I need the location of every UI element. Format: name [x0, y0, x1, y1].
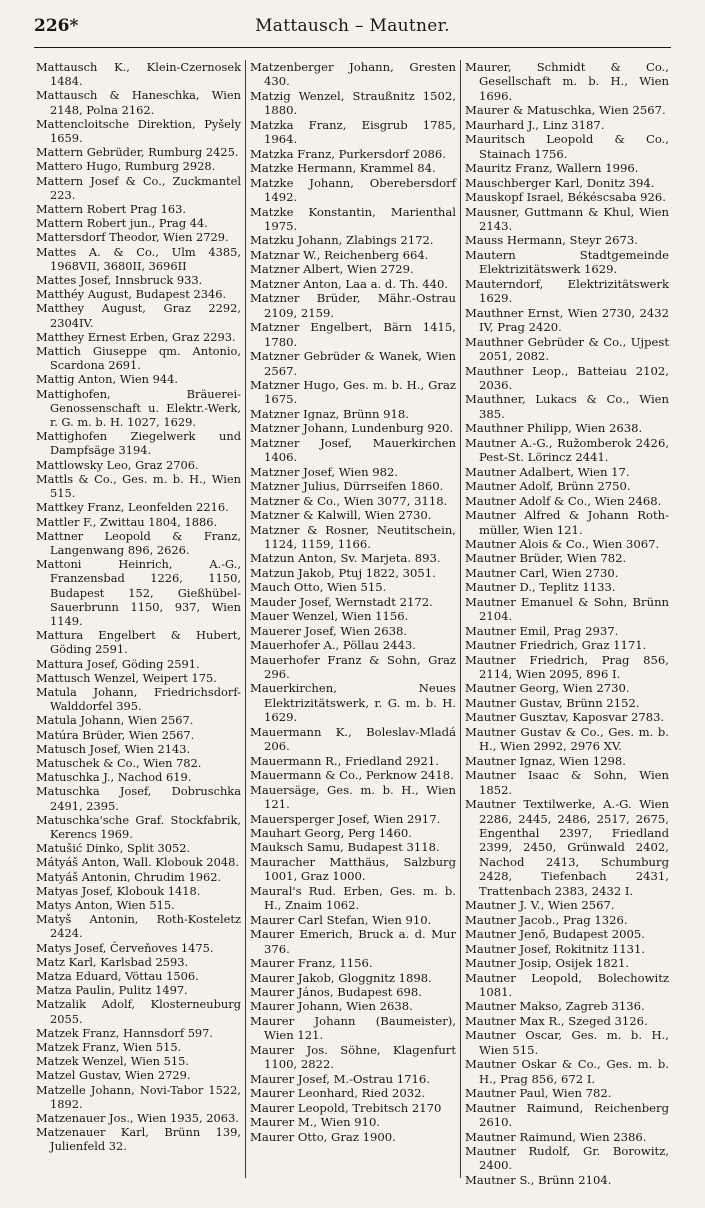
- directory-entry: Mautner Textilwerke, A.-G. Wien 2286, 2445, 2486, 2517, 2675, Engenthal 2397, Friedland 2399, 2450, Grünwald 2402, Nachod 2413, Schumburg 2428, Tiefenbach 2431, Trattenbach 2383, 2432 I.: [465, 797, 669, 898]
- directory-entry: Mauritz Franz, Wallern 1996.: [465, 161, 639, 176]
- directory-entry: Matzner & Co., Wien 3077, 3118.: [250, 493, 448, 508]
- directory-entry: Mautner Rudolf, Gr. Borowitz, 2400.: [465, 1143, 669, 1173]
- directory-entry: Matuschka J., Nachod 619.: [36, 770, 192, 785]
- directory-entry: Matzek Franz, Wien 515.: [36, 1040, 182, 1055]
- header-rule: [34, 47, 671, 48]
- directory-entry: Mautner Raimund, Wien 2386.: [465, 1129, 647, 1144]
- directory-entry: Maurer Josef, M.-Ostrau 1716.: [250, 1071, 430, 1086]
- directory-entry: Mauritsch Leopold & Co., Stainach 1756.: [465, 132, 669, 161]
- directory-entry: Matzenauer Karl, Brünn 139, Julienfeld 32.: [36, 1125, 241, 1154]
- directory-entry: Matzner Albert, Wien 2729.: [250, 262, 414, 277]
- directory-entry: Matuschek & Co., Wien 782.: [36, 755, 202, 770]
- directory-entry: Mautner Friedrich, Graz 1171.: [465, 638, 647, 653]
- directory-entry: Mautner Adalbert, Wien 17.: [465, 464, 630, 479]
- directory-entry: Matyš Antonin, Roth-Kosteletz 2424.: [36, 912, 241, 941]
- directory-entry: Matzka Franz, Purkersdorf 2086.: [250, 146, 446, 161]
- directory-entry: Mattern Gebrüder, Rumburg 2425.: [36, 145, 239, 160]
- directory-entry: Maurer Emerich, Bruck a. d. Mur 376.: [250, 927, 456, 956]
- directory-entry: Mautner Gustav, Brünn 2152.: [465, 695, 640, 710]
- directory-entry: Mattoni Heinrich, A.-G., Franzensbad 1226, 1150, Budapest 152, Gießhübel-Sauerbrunn 1150, 937, Wien 1149.: [36, 557, 241, 628]
- directory-entry: Mattura Josef, Göding 2591.: [36, 656, 200, 671]
- directory-entry: Mattig Anton, Wien 944.: [36, 372, 178, 387]
- directory-entry: Matzner & Kalwill, Wien 2730.: [250, 508, 432, 523]
- directory-entry: Maurer János, Budapest 698.: [250, 985, 422, 999]
- directory-entry: Mautner Oscar, Ges. m. b. H., Wien 515.: [465, 1028, 669, 1057]
- directory-entry: Mauracher Matthäus, Salzburg 1001, Graz 1000.: [250, 854, 456, 884]
- directory-entry: Mattern Robert jun., Prag 44.: [36, 216, 208, 231]
- directory-entry: Matys Anton, Wien 515.: [36, 897, 175, 912]
- directory-entry: Maurer Carl Stefan, Wien 910.: [250, 912, 432, 927]
- directory-entry: Mautner Alois & Co., Wien 3067.: [465, 536, 660, 551]
- directory-entry: Matznar W., Reichenberg 664.: [250, 247, 429, 262]
- directory-entry: Maurer Johann (Baumeister), Wien 121.: [250, 1013, 456, 1043]
- directory-entry: Mautner Gustav & Co., Ges. m. b. H., Wien 2992, 2976 XV.: [465, 724, 669, 754]
- directory-entry: Maurer Franz, 1156.: [250, 956, 373, 971]
- directory-entry: Mauterndorf, Elektrizitätswerk 1629.: [465, 276, 669, 306]
- directory-entry: Mauerhofer Franz & Sohn, Graz 296.: [250, 652, 456, 682]
- directory-entry: Mautner Jacob., Prag 1326.: [465, 912, 628, 927]
- column-3: [465, 60, 669, 1187]
- directory-entry: Mauksch Samu, Budapest 3118.: [250, 840, 440, 855]
- page-title: Mattausch – Mautner.: [255, 16, 450, 36]
- directory-entry: Mauermann R., Friedland 2921.: [250, 753, 439, 768]
- directory-entry: Mauermann & Co., Perknow 2418.: [250, 768, 454, 783]
- directory-entry: Maurer Jakob, Gloggnitz 1898.: [250, 970, 432, 985]
- directory-entry: Matza Paulin, Pulitz 1497.: [36, 983, 188, 998]
- directory-entry: Matthey Ernest Erben, Graz 2293.: [36, 329, 236, 344]
- directory-entry: Mautner Georg, Wien 2730.: [465, 681, 630, 696]
- directory-entry: Mattes A. & Co., Ulm 4385, 1968VII, 3680II, 3696II: [36, 244, 241, 273]
- directory-entry: Matuschka'sche Graf. Stockfabrik, Kerencs 1969.: [36, 812, 241, 841]
- directory-entry: Maurer Leonhard, Ried 2032.: [250, 1086, 426, 1101]
- directory-entry: Maural's Rud. Erben, Ges. m. b. H., Znaim 1062.: [250, 883, 456, 913]
- directory-entry: Mautner Emil, Prag 2937.: [465, 623, 619, 638]
- directory-entry: Mattura Engelbert & Hubert, Göding 2591.: [36, 628, 241, 657]
- directory-entry: Maurer Leopold, Trebitsch 2170: [250, 1100, 442, 1115]
- directory-entry: Mautner J. V., Wien 2567.: [465, 898, 615, 913]
- directory-entry: Mautner Ignaz, Wien 1298.: [465, 753, 626, 768]
- directory-entry: Maurer M., Wien 910.: [250, 1115, 381, 1130]
- directory-entry: Matzke Johann, Oberebersdorf 1492.: [250, 175, 456, 205]
- column-divider: [245, 60, 246, 1178]
- directory-entry: Matys Josef, Červeňoves 1475.: [36, 940, 214, 955]
- directory-entry: Matuschka Josef, Dobruschka 2491, 2395.: [36, 784, 241, 813]
- directory-entry: Mauermann K., Boleslav-Mladá 206.: [250, 724, 456, 754]
- directory-entry: Matzelle Johann, Novi-Tabor 1522, 1892.: [36, 1082, 241, 1111]
- directory-entry: Mautner Raimund, Reichenberg 2610.: [465, 1100, 669, 1130]
- directory-entry: Maurer & Matuschka, Wien 2567.: [465, 103, 666, 118]
- page-number: 226*: [34, 16, 79, 36]
- directory-entry: Mauthner Ernst, Wien 2730, 2432 IV, Prag 2420.: [465, 305, 669, 335]
- directory-entry: Matzke Hermann, Krammel 84.: [250, 161, 436, 176]
- directory-entry: Mattusch Wenzel, Weipert 175.: [36, 670, 217, 685]
- directory-entry: Matzner Johann, Lundenburg 920.: [250, 421, 454, 436]
- directory-entry: Matzner Josef, Wien 982.: [250, 464, 399, 479]
- directory-entry: Mauskopf Israel, Békéscsaba 926.: [465, 190, 666, 205]
- directory-entry: Matzig Wenzel, Straußnitz 1502, 1880.: [250, 88, 456, 118]
- directory-entry: Matz Karl, Karlsbad 2593.: [36, 954, 189, 969]
- directory-entry: Mauerhofer A., Pöllau 2443.: [250, 638, 416, 653]
- directory-entry: Matusch Josef, Wien 2143.: [36, 741, 191, 756]
- directory-entry: Mauthner Gebrüder & Co., Ujpest 2051, 2082.: [465, 334, 669, 364]
- directory-entry: Matzner Hugo, Ges. m. b. H., Graz 1675.: [250, 377, 456, 407]
- directory-entry: Matúra Brüder, Wien 2567.: [36, 727, 195, 742]
- directory-entry: Mauhart Georg, Perg 1460.: [250, 826, 412, 841]
- directory-entry: Maurhard J., Linz 3187.: [465, 117, 605, 132]
- directory-entry: Maurer Otto, Graz 1900.: [250, 1129, 396, 1144]
- column-divider: [460, 60, 461, 1178]
- directory-entry: Mautner Max R., Szeged 3126.: [465, 1013, 648, 1028]
- directory-entry: Matzke Konstantin, Marienthal 1975.: [250, 204, 456, 233]
- directory-entry: Mattler F., Zwittau 1804, 1886.: [36, 514, 218, 529]
- directory-entry: Mattern Robert Prag 163.: [36, 202, 187, 217]
- directory-entry: Matzner Anton, Laa a. d. Th. 440.: [250, 276, 449, 291]
- directory-entry: Mautner Emanuel & Sohn, Brünn 2104.: [465, 594, 669, 624]
- directory-entry: Matzel Gustav, Wien 2729.: [36, 1068, 191, 1083]
- directory-entry: Mautner Jenő, Budapest 2005.: [465, 927, 645, 942]
- directory-entry: Mattersdorf Theodor, Wien 2729.: [36, 230, 229, 245]
- directory-entry: Matzku Johann, Zlabings 2172.: [250, 233, 434, 248]
- directory-entry: Matyáš Antonin, Chrudim 1962.: [36, 869, 222, 884]
- directory-entry: Mattausch & Haneschka, Wien 2148, Polna 2162.: [36, 88, 241, 117]
- directory-entry: Mautner D., Teplitz 1133.: [465, 580, 616, 595]
- directory-entry: Mauthner Philipp, Wien 2638.: [465, 421, 643, 436]
- directory-entry: Mattls & Co., Ges. m. b. H., Wien 515.: [36, 471, 241, 501]
- directory-entry: Matušić Dinko, Split 3052.: [36, 841, 191, 856]
- directory-entry: Mattern Josef & Co., Zuckmantel 223.: [36, 173, 241, 202]
- directory-entry: Matzalik Adolf, Klosterneuburg 2055.: [36, 997, 241, 1026]
- directory-entry: Matthey August, Graz 2292, 2304IV.: [36, 301, 241, 330]
- directory-entry: Mattich Giuseppe qm. Antonio, Scardona 2691.: [36, 344, 241, 373]
- directory-entry: Mattighofen Ziegelwerk und Dampfsäge 3194.: [36, 429, 241, 458]
- directory-entry: Mautner Paul, Wien 782.: [465, 1086, 612, 1101]
- directory-entry: Matzenberger Johann, Gresten 430.: [250, 60, 456, 89]
- directory-entry: Mattes Josef, Innsbruck 933.: [36, 273, 203, 288]
- directory-entry: Mattlowsky Leo, Graz 2706.: [36, 457, 199, 472]
- directory-entry: Maurer Johann, Wien 2638.: [250, 999, 413, 1014]
- column-1: [36, 60, 241, 1154]
- directory-entry: Matzner Ignaz, Brünn 918.: [250, 406, 409, 421]
- directory-entry: Matzner Brüder, Mähr.-Ostrau 2109, 2159.: [250, 291, 456, 320]
- directory-entry: Mattero Hugo, Rumburg 2928.: [36, 159, 216, 174]
- directory-entry: Mautern Stadtgemeinde Elektrizitätswerk 1629.: [465, 247, 669, 277]
- directory-entry: Mautner Carl, Wien 2730.: [465, 565, 619, 580]
- directory-entry: Mautner Alfred & Johann Roth-müller, Wien 121.: [465, 508, 669, 537]
- directory-entry: Mautner S., Brünn 2104.: [465, 1172, 612, 1187]
- directory-entry: Matzner Josef, Mauerkirchen 1406.: [250, 435, 456, 465]
- directory-entry: Matzenauer Jos., Wien 1935, 2063.: [36, 1111, 239, 1126]
- directory-entry: Maurer, Schmidt & Co., Gesellschaft m. b. H., Wien 1696.: [465, 60, 669, 103]
- directory-entry: Mauthner, Lukacs & Co., Wien 385.: [465, 392, 669, 421]
- directory-entry: Mautner Makso, Zagreb 3136.: [465, 999, 645, 1014]
- directory-entry: Mautner A.-G., Ružomberok 2426, Pest-St. Lörincz 2441.: [465, 435, 669, 465]
- directory-entry: Mautner Leopold, Bolechowitz 1081.: [465, 970, 669, 999]
- page-header: [0, 0, 705, 52]
- column-2: [250, 60, 456, 1144]
- directory-entry: Mauss Hermann, Steyr 2673.: [465, 233, 638, 248]
- directory-entry: Mausner, Guttmann & Khul, Wien 2143.: [465, 204, 669, 233]
- directory-entry: Matzek Wenzel, Wien 515.: [36, 1054, 189, 1069]
- directory-entry: Matza Eduard, Vöttau 1506.: [36, 969, 199, 983]
- directory-entry: Matzka Franz, Eisgrub 1785, 1964.: [250, 117, 456, 147]
- directory-entry: Mautner Friedrich, Prag 856, 2114, Wien 2095, 896 I.: [465, 652, 669, 682]
- directory-entry: Mauthner Leop., Batteiau 2102, 2036.: [465, 363, 669, 392]
- directory-entry: Mauder Josef, Wernstadt 2172.: [250, 594, 433, 609]
- directory-entry: Matzner & Rosner, Neutitschein, 1124, 1159, 1166.: [250, 522, 456, 551]
- directory-entry: Maurer Jos. Söhne, Klagenfurt 1100, 2822.: [250, 1042, 456, 1072]
- directory-entry: Matthéy August, Budapest 2346.: [36, 287, 227, 302]
- directory-entry: Mátyáš Anton, Wall. Klobouk 2048.: [36, 855, 239, 870]
- directory-entry: Mautner Isaac & Sohn, Wien 1852.: [465, 768, 669, 797]
- directory-entry: Mauerkirchen, Neues Elektrizitätswerk, r. G. m. b. H. 1629.: [250, 681, 456, 725]
- directory-entry: Mattencloitsche Direktion, Pyšely 1659.: [36, 116, 241, 146]
- directory-entry: Matula Johann, Friedrichsdorf-Walddorfel 395.: [36, 684, 241, 714]
- directory-entry: Mattausch K., Klein-Czernosek 1484.: [36, 60, 241, 89]
- directory-entry: Mattner Leopold & Franz, Langenwang 896, 2626.: [36, 528, 241, 557]
- directory-entry: Matzner Engelbert, Bärn 1415, 1780.: [250, 320, 456, 349]
- directory-entry: Mattighofen, Bräuerei-Genossenschaft u. Elektr.-Werk, r. G. m. b. H. 1027, 1629.: [36, 386, 241, 430]
- directory-entry: Mautner Brüder, Wien 782.: [465, 551, 627, 566]
- directory-entry: Matula Johann, Wien 2567.: [36, 713, 194, 728]
- directory-entry: Mattkey Franz, Leonfelden 2216.: [36, 500, 229, 515]
- directory-entry: Mautner Josef, Rokitnitz 1131.: [465, 941, 646, 956]
- directory-entry: Mautner Oskar & Co., Ges. m. b. H., Prag 856, 672 I.: [465, 1057, 669, 1086]
- directory-entry: Mauch Otto, Wien 515.: [250, 580, 387, 595]
- directory-entry: Matzner Gebrüder & Wanek, Wien 2567.: [250, 349, 456, 378]
- directory-entry: Mauerer Josef, Wien 2638.: [250, 623, 408, 638]
- directory-entry: Mauersperger Josef, Wien 2917.: [250, 811, 441, 826]
- directory-entry: Mautner Adolf, Brünn 2750.: [465, 479, 631, 494]
- directory-entry: Matzun Jakob, Ptuj 1822, 3051.: [250, 565, 436, 580]
- directory-entry: Mauer Wenzel, Wien 1156.: [250, 609, 409, 624]
- directory-entry: Matzun Anton, Sv. Marjeta. 893.: [250, 551, 441, 566]
- directory-entry: Mautner Adolf & Co., Wien 2468.: [465, 493, 662, 508]
- directory-entry: Matzek Franz, Hannsdorf 597.: [36, 1025, 214, 1040]
- directory-entry: Matzner Julius, Dürrseifen 1860.: [250, 479, 444, 494]
- directory-entry: Mautner Gusztav, Kaposvar 2783.: [465, 710, 665, 725]
- directory-entry: Mauschberger Karl, Donitz 394.: [465, 175, 655, 190]
- directory-entry: Mautner Josip, Osijek 1821.: [465, 956, 630, 971]
- directory-entry: Matyas Josef, Klobouk 1418.: [36, 883, 201, 898]
- directory-entry: Mauersäge, Ges. m. b. H., Wien 121.: [250, 782, 456, 812]
